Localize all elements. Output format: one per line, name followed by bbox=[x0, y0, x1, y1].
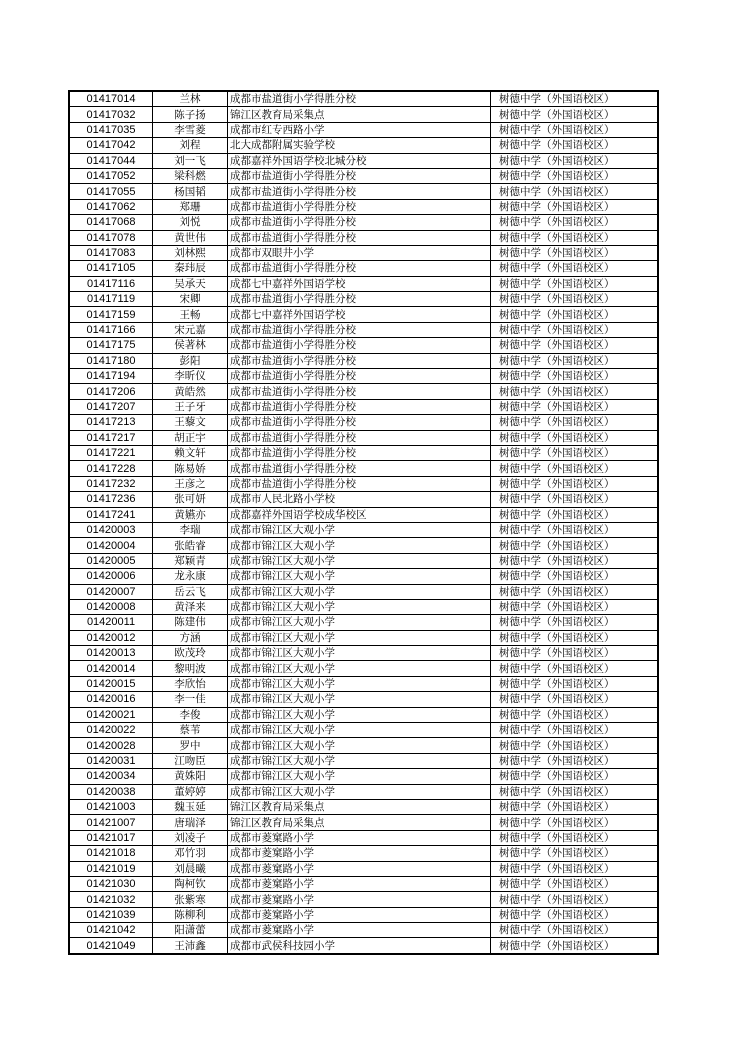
student-id-cell: 01421042 bbox=[69, 923, 153, 938]
student-id-cell: 01420007 bbox=[69, 584, 153, 599]
table-row bbox=[69, 476, 658, 491]
student-name-cell: 董婷婷 bbox=[153, 784, 228, 799]
admission-school-cell: 树德中学（外国语校区） bbox=[491, 122, 659, 137]
student-name-cell: 李欣怡 bbox=[153, 676, 228, 691]
admission-school-cell: 树德中学（外国语校区） bbox=[491, 492, 659, 507]
admission-school-cell: 树德中学（外国语校区） bbox=[491, 815, 659, 830]
student-name-cell: 魏玉延 bbox=[153, 799, 228, 814]
admission-school-cell: 树德中学（外国语校区） bbox=[491, 938, 659, 954]
table-row bbox=[69, 292, 658, 307]
admission-school-cell: 树德中学（外国语校区） bbox=[491, 799, 659, 814]
school-cell: 成都市菱窠路小学 bbox=[228, 861, 491, 876]
school-cell: 成都市菱窠路小学 bbox=[228, 846, 491, 861]
student-name-cell: 刘程 bbox=[153, 138, 228, 153]
admission-school-cell: 树德中学（外国语校区） bbox=[491, 861, 659, 876]
table-row bbox=[69, 399, 658, 414]
student-id-cell: 01417221 bbox=[69, 445, 153, 460]
admission-school-cell: 树德中学（外国语校区） bbox=[491, 107, 659, 122]
admission-school-cell: 树德中学（外国语校区） bbox=[491, 138, 659, 153]
admission-school-cell: 树德中学（外国语校区） bbox=[491, 276, 659, 291]
admission-school-cell: 树德中学（外国语校区） bbox=[491, 738, 659, 753]
table-row bbox=[69, 646, 658, 661]
school-cell: 成都市盐道街小学得胜分校 bbox=[228, 292, 491, 307]
admission-school-cell: 树德中学（外国语校区） bbox=[491, 507, 659, 522]
student-id-cell: 01417228 bbox=[69, 461, 153, 476]
school-cell: 成都市红专西路小学 bbox=[228, 122, 491, 137]
student-id-cell: 01421032 bbox=[69, 892, 153, 907]
student-id-cell: 01420022 bbox=[69, 723, 153, 738]
student-id-cell: 01417159 bbox=[69, 307, 153, 322]
student-id-cell: 01417052 bbox=[69, 168, 153, 183]
table-row bbox=[69, 199, 658, 214]
school-cell: 成都嘉祥外国语学校北城分校 bbox=[228, 153, 491, 168]
admission-school-cell: 树德中学（外国语校区） bbox=[491, 230, 659, 245]
admission-school-cell: 树德中学（外国语校区） bbox=[491, 261, 659, 276]
school-cell: 成都嘉祥外国语学校成华校区 bbox=[228, 507, 491, 522]
table-row bbox=[69, 307, 658, 322]
school-cell: 成都市菱窠路小学 bbox=[228, 830, 491, 845]
student-id-cell: 01420005 bbox=[69, 553, 153, 568]
table-row bbox=[69, 122, 658, 137]
admission-school-cell: 树德中学（外国语校区） bbox=[491, 923, 659, 938]
student-name-cell: 李雪菱 bbox=[153, 122, 228, 137]
student-id-cell: 01417119 bbox=[69, 292, 153, 307]
table-row bbox=[69, 369, 658, 384]
table-row bbox=[69, 830, 658, 845]
admission-school-cell: 树德中学（外国语校区） bbox=[491, 245, 659, 260]
school-cell: 成都市菱窠路小学 bbox=[228, 892, 491, 907]
school-cell: 成都市武侯科技园小学 bbox=[228, 938, 491, 954]
school-cell: 成都市盐道街小学得胜分校 bbox=[228, 168, 491, 183]
student-id-cell: 01420014 bbox=[69, 661, 153, 676]
table-row bbox=[69, 538, 658, 553]
student-name-cell: 陈易娇 bbox=[153, 461, 228, 476]
student-id-cell: 01417166 bbox=[69, 322, 153, 337]
student-id-cell: 01420031 bbox=[69, 753, 153, 768]
table-row bbox=[69, 938, 658, 954]
admission-school-cell: 树德中学（外国语校区） bbox=[491, 553, 659, 568]
table-row bbox=[69, 584, 658, 599]
student-name-cell: 王彦之 bbox=[153, 476, 228, 491]
student-name-cell: 唐瑞泽 bbox=[153, 815, 228, 830]
student-id-cell: 01417213 bbox=[69, 415, 153, 430]
admission-school-cell: 树德中学（外国语校区） bbox=[491, 907, 659, 922]
student-id-cell: 01421049 bbox=[69, 938, 153, 954]
admission-school-cell: 树德中学（外国语校区） bbox=[491, 476, 659, 491]
school-cell: 成都市锦江区大观小学 bbox=[228, 661, 491, 676]
student-id-cell: 01417206 bbox=[69, 384, 153, 399]
student-name-cell: 方涵 bbox=[153, 630, 228, 645]
school-cell: 成都市盐道街小学得胜分校 bbox=[228, 445, 491, 460]
student-name-cell: 陶柯钦 bbox=[153, 876, 228, 891]
admission-school-cell: 树德中学（外国语校区） bbox=[491, 215, 659, 230]
table-row bbox=[69, 907, 658, 922]
school-cell: 成都市锦江区大观小学 bbox=[228, 615, 491, 630]
student-name-cell: 刘林熙 bbox=[153, 245, 228, 260]
student-name-cell: 张紫寒 bbox=[153, 892, 228, 907]
student-id-cell: 01420016 bbox=[69, 692, 153, 707]
student-id-cell: 01417083 bbox=[69, 245, 153, 260]
school-cell: 成都市盐道街小学得胜分校 bbox=[228, 215, 491, 230]
school-cell: 成都市锦江区大观小学 bbox=[228, 692, 491, 707]
school-cell: 成都市锦江区大观小学 bbox=[228, 569, 491, 584]
school-cell: 成都市锦江区大观小学 bbox=[228, 646, 491, 661]
student-id-cell: 01421007 bbox=[69, 815, 153, 830]
school-cell: 成都市盐道街小学得胜分校 bbox=[228, 415, 491, 430]
student-id-cell: 01420021 bbox=[69, 707, 153, 722]
table-row bbox=[69, 615, 658, 630]
school-cell: 锦江区教育局采集点 bbox=[228, 799, 491, 814]
student-id-cell: 01420003 bbox=[69, 522, 153, 537]
student-name-cell: 黎明波 bbox=[153, 661, 228, 676]
admission-school-cell: 树德中学（外国语校区） bbox=[491, 153, 659, 168]
student-name-cell: 吴承天 bbox=[153, 276, 228, 291]
student-name-cell: 阳潇蕾 bbox=[153, 923, 228, 938]
school-cell: 成都市盐道街小学得胜分校 bbox=[228, 353, 491, 368]
school-cell: 成都市锦江区大观小学 bbox=[228, 723, 491, 738]
school-cell: 成都市锦江区大观小学 bbox=[228, 769, 491, 784]
student-id-cell: 01417116 bbox=[69, 276, 153, 291]
student-id-cell: 01421019 bbox=[69, 861, 153, 876]
student-id-cell: 01421003 bbox=[69, 799, 153, 814]
admission-school-cell: 树德中学（外国语校区） bbox=[491, 615, 659, 630]
table-row bbox=[69, 892, 658, 907]
student-name-cell: 陈柳利 bbox=[153, 907, 228, 922]
table-row bbox=[69, 784, 658, 799]
student-name-cell: 彭阳 bbox=[153, 353, 228, 368]
school-cell: 锦江区教育局采集点 bbox=[228, 107, 491, 122]
admission-school-cell: 树德中学（外国语校区） bbox=[491, 692, 659, 707]
student-id-cell: 01420013 bbox=[69, 646, 153, 661]
admission-school-cell: 树德中学（外国语校区） bbox=[491, 538, 659, 553]
table-row bbox=[69, 353, 658, 368]
student-id-cell: 01420006 bbox=[69, 569, 153, 584]
student-id-cell: 01417217 bbox=[69, 430, 153, 445]
student-name-cell: 张可妍 bbox=[153, 492, 228, 507]
admission-school-cell: 树德中学（外国语校区） bbox=[491, 753, 659, 768]
table-row bbox=[69, 245, 658, 260]
admission-school-cell: 树德中学（外国语校区） bbox=[491, 399, 659, 414]
admission-school-cell: 树德中学（外国语校区） bbox=[491, 384, 659, 399]
school-cell: 成都七中嘉祥外国语学校 bbox=[228, 307, 491, 322]
admission-school-cell: 树德中学（外国语校区） bbox=[491, 353, 659, 368]
admission-school-cell: 树德中学（外国语校区） bbox=[491, 91, 659, 107]
table-row bbox=[69, 384, 658, 399]
student-name-cell: 黄姝阳 bbox=[153, 769, 228, 784]
student-name-cell: 胡正宇 bbox=[153, 430, 228, 445]
table-row bbox=[69, 230, 658, 245]
student-name-cell: 江吻臣 bbox=[153, 753, 228, 768]
student-name-cell: 王沛鑫 bbox=[153, 938, 228, 954]
student-id-cell: 01417032 bbox=[69, 107, 153, 122]
admission-school-cell: 树德中学（外国语校区） bbox=[491, 661, 659, 676]
table-row bbox=[69, 91, 658, 107]
school-cell: 成都市盐道街小学得胜分校 bbox=[228, 384, 491, 399]
student-name-cell: 李俊 bbox=[153, 707, 228, 722]
student-name-cell: 刘晨曦 bbox=[153, 861, 228, 876]
admission-school-cell: 树德中学（外国语校区） bbox=[491, 338, 659, 353]
student-name-cell: 王藜文 bbox=[153, 415, 228, 430]
table-row bbox=[69, 168, 658, 183]
table-row bbox=[69, 769, 658, 784]
student-name-cell: 李瑞 bbox=[153, 522, 228, 537]
student-id-cell: 01417035 bbox=[69, 122, 153, 137]
table-row bbox=[69, 215, 658, 230]
student-name-cell: 李昕仪 bbox=[153, 369, 228, 384]
student-name-cell: 兰林 bbox=[153, 91, 228, 107]
student-name-cell: 李一佳 bbox=[153, 692, 228, 707]
school-cell: 成都市锦江区大观小学 bbox=[228, 584, 491, 599]
table-row bbox=[69, 276, 658, 291]
student-id-cell: 01417236 bbox=[69, 492, 153, 507]
table-row bbox=[69, 430, 658, 445]
student-name-cell: 岳云飞 bbox=[153, 584, 228, 599]
student-name-cell: 龙永康 bbox=[153, 569, 228, 584]
student-name-cell: 郑珊 bbox=[153, 199, 228, 214]
table-row bbox=[69, 599, 658, 614]
table-row bbox=[69, 553, 658, 568]
table-row bbox=[69, 153, 658, 168]
admission-school-cell: 树德中学（外国语校区） bbox=[491, 707, 659, 722]
school-cell: 成都市锦江区大观小学 bbox=[228, 553, 491, 568]
student-id-cell: 01417055 bbox=[69, 184, 153, 199]
school-cell: 成都市锦江区大观小学 bbox=[228, 676, 491, 691]
table-row bbox=[69, 630, 658, 645]
student-id-cell: 01420034 bbox=[69, 769, 153, 784]
table-row bbox=[69, 738, 658, 753]
table-row bbox=[69, 445, 658, 460]
student-id-cell: 01420004 bbox=[69, 538, 153, 553]
student-id-cell: 01417068 bbox=[69, 215, 153, 230]
school-cell: 成都市锦江区大观小学 bbox=[228, 630, 491, 645]
school-cell: 成都市盐道街小学得胜分校 bbox=[228, 338, 491, 353]
school-cell: 成都七中嘉祥外国语学校 bbox=[228, 276, 491, 291]
student-name-cell: 蔡苇 bbox=[153, 723, 228, 738]
student-name-cell: 宋元嘉 bbox=[153, 322, 228, 337]
student-id-cell: 01417180 bbox=[69, 353, 153, 368]
table-row bbox=[69, 799, 658, 814]
school-cell: 成都市盐道街小学得胜分校 bbox=[228, 91, 491, 107]
school-cell: 北大成都附属实验学校 bbox=[228, 138, 491, 153]
student-name-cell: 张皓睿 bbox=[153, 538, 228, 553]
student-name-cell: 刘一飞 bbox=[153, 153, 228, 168]
student-id-cell: 01417232 bbox=[69, 476, 153, 491]
admission-school-cell: 树德中学（外国语校区） bbox=[491, 461, 659, 476]
school-cell: 成都市盐道街小学得胜分校 bbox=[228, 399, 491, 414]
student-id-cell: 01421018 bbox=[69, 846, 153, 861]
admission-school-cell: 树德中学（外国语校区） bbox=[491, 599, 659, 614]
school-cell: 成都市盐道街小学得胜分校 bbox=[228, 199, 491, 214]
student-name-cell: 黄皓然 bbox=[153, 384, 228, 399]
student-name-cell: 赖文轩 bbox=[153, 445, 228, 460]
school-cell: 成都市盐道街小学得胜分校 bbox=[228, 322, 491, 337]
table-row bbox=[69, 492, 658, 507]
student-name-cell: 陈子扬 bbox=[153, 107, 228, 122]
table-row bbox=[69, 461, 658, 476]
school-cell: 成都市菱窠路小学 bbox=[228, 923, 491, 938]
admission-school-cell: 树德中学（外国语校区） bbox=[491, 876, 659, 891]
student-id-cell: 01417042 bbox=[69, 138, 153, 153]
admission-school-cell: 树德中学（外国语校区） bbox=[491, 584, 659, 599]
student-id-cell: 01420008 bbox=[69, 599, 153, 614]
student-id-cell: 01417207 bbox=[69, 399, 153, 414]
student-id-cell: 01421017 bbox=[69, 830, 153, 845]
school-cell: 成都市锦江区大观小学 bbox=[228, 522, 491, 537]
admission-school-cell: 树德中学（外国语校区） bbox=[491, 569, 659, 584]
student-name-cell: 邓竹羽 bbox=[153, 846, 228, 861]
student-name-cell: 梁科燃 bbox=[153, 168, 228, 183]
admission-school-cell: 树德中学（外国语校区） bbox=[491, 676, 659, 691]
table-row bbox=[69, 861, 658, 876]
student-name-cell: 陈建伟 bbox=[153, 615, 228, 630]
student-id-cell: 01421039 bbox=[69, 907, 153, 922]
school-cell: 成都市盐道街小学得胜分校 bbox=[228, 476, 491, 491]
student-id-cell: 01417062 bbox=[69, 199, 153, 214]
student-name-cell: 郑颖青 bbox=[153, 553, 228, 568]
table-row bbox=[69, 876, 658, 891]
school-cell: 成都市菱窠路小学 bbox=[228, 907, 491, 922]
student-id-cell: 01420011 bbox=[69, 615, 153, 630]
admission-school-cell: 树德中学（外国语校区） bbox=[491, 630, 659, 645]
student-name-cell: 刘悦 bbox=[153, 215, 228, 230]
table-row bbox=[69, 723, 658, 738]
table-row bbox=[69, 522, 658, 537]
admission-school-cell: 树德中学（外国语校区） bbox=[491, 830, 659, 845]
school-cell: 成都市锦江区大观小学 bbox=[228, 599, 491, 614]
student-id-cell: 01417105 bbox=[69, 261, 153, 276]
student-name-cell: 王畅 bbox=[153, 307, 228, 322]
admission-school-cell: 树德中学（外国语校区） bbox=[491, 199, 659, 214]
school-cell: 成都市锦江区大观小学 bbox=[228, 707, 491, 722]
admission-school-cell: 树德中学（外国语校区） bbox=[491, 646, 659, 661]
table-row bbox=[69, 107, 658, 122]
table-row bbox=[69, 692, 658, 707]
table-row bbox=[69, 322, 658, 337]
school-cell: 成都市盐道街小学得胜分校 bbox=[228, 461, 491, 476]
school-cell: 成都市菱窠路小学 bbox=[228, 876, 491, 891]
table-body bbox=[69, 91, 658, 954]
student-id-cell: 01421030 bbox=[69, 876, 153, 891]
student-id-cell: 01417078 bbox=[69, 230, 153, 245]
student-name-cell: 秦玮辰 bbox=[153, 261, 228, 276]
student-id-cell: 01420038 bbox=[69, 784, 153, 799]
school-cell: 成都市锦江区大观小学 bbox=[228, 753, 491, 768]
admission-school-cell: 树德中学（外国语校区） bbox=[491, 369, 659, 384]
school-cell: 锦江区教育局采集点 bbox=[228, 815, 491, 830]
admission-school-cell: 树德中学（外国语校区） bbox=[491, 769, 659, 784]
table-row bbox=[69, 661, 658, 676]
admission-school-cell: 树德中学（外国语校区） bbox=[491, 322, 659, 337]
school-cell: 成都市盐道街小学得胜分校 bbox=[228, 369, 491, 384]
admission-school-cell: 树德中学（外国语校区） bbox=[491, 784, 659, 799]
table-row bbox=[69, 707, 658, 722]
school-cell: 成都市双眼井小学 bbox=[228, 245, 491, 260]
admission-school-cell: 树德中学（外国语校区） bbox=[491, 415, 659, 430]
student-name-cell: 杨国韬 bbox=[153, 184, 228, 199]
student-name-cell: 欧茂玲 bbox=[153, 646, 228, 661]
student-id-cell: 01420012 bbox=[69, 630, 153, 645]
student-name-cell: 刘凌子 bbox=[153, 830, 228, 845]
admission-school-cell: 树德中学（外国语校区） bbox=[491, 445, 659, 460]
admission-school-cell: 树德中学（外国语校区） bbox=[491, 307, 659, 322]
student-name-cell: 黄泽来 bbox=[153, 599, 228, 614]
school-cell: 成都市盐道街小学得胜分校 bbox=[228, 184, 491, 199]
admission-school-cell: 树德中学（外国语校区） bbox=[491, 292, 659, 307]
school-cell: 成都市锦江区大观小学 bbox=[228, 784, 491, 799]
school-cell: 成都市盐道街小学得胜分校 bbox=[228, 430, 491, 445]
student-id-cell: 01417241 bbox=[69, 507, 153, 522]
student-id-cell: 01420028 bbox=[69, 738, 153, 753]
student-name-cell: 王子牙 bbox=[153, 399, 228, 414]
student-name-cell: 罗中 bbox=[153, 738, 228, 753]
admission-school-cell: 树德中学（外国语校区） bbox=[491, 846, 659, 861]
school-cell: 成都市盐道街小学得胜分校 bbox=[228, 261, 491, 276]
school-cell: 成都市锦江区大观小学 bbox=[228, 538, 491, 553]
table-row bbox=[69, 138, 658, 153]
table-row bbox=[69, 815, 658, 830]
table-row bbox=[69, 338, 658, 353]
student-name-cell: 宋卿 bbox=[153, 292, 228, 307]
table-row bbox=[69, 753, 658, 768]
table-row bbox=[69, 261, 658, 276]
admission-school-cell: 树德中学（外国语校区） bbox=[491, 184, 659, 199]
student-id-cell: 01417194 bbox=[69, 369, 153, 384]
table-row bbox=[69, 923, 658, 938]
table-row bbox=[69, 415, 658, 430]
student-name-cell: 侯著林 bbox=[153, 338, 228, 353]
student-id-cell: 01420015 bbox=[69, 676, 153, 691]
student-id-cell: 01417044 bbox=[69, 153, 153, 168]
table-row bbox=[69, 676, 658, 691]
table-row bbox=[69, 569, 658, 584]
table-row bbox=[69, 184, 658, 199]
admission-school-cell: 树德中学（外国语校区） bbox=[491, 430, 659, 445]
student-id-cell: 01417175 bbox=[69, 338, 153, 353]
school-cell: 成都市锦江区大观小学 bbox=[228, 738, 491, 753]
school-cell: 成都市盐道街小学得胜分校 bbox=[228, 230, 491, 245]
student-name-cell: 黄世伟 bbox=[153, 230, 228, 245]
table-row bbox=[69, 846, 658, 861]
student-list-table bbox=[68, 90, 659, 955]
admission-school-cell: 树德中学（外国语校区） bbox=[491, 168, 659, 183]
table-row bbox=[69, 507, 658, 522]
admission-school-cell: 树德中学（外国语校区） bbox=[491, 522, 659, 537]
school-cell: 成都市人民北路小学校 bbox=[228, 492, 491, 507]
admission-school-cell: 树德中学（外国语校区） bbox=[491, 723, 659, 738]
student-id-cell: 01417014 bbox=[69, 91, 153, 107]
admission-school-cell: 树德中学（外国语校区） bbox=[491, 892, 659, 907]
student-name-cell: 黄嬿亦 bbox=[153, 507, 228, 522]
